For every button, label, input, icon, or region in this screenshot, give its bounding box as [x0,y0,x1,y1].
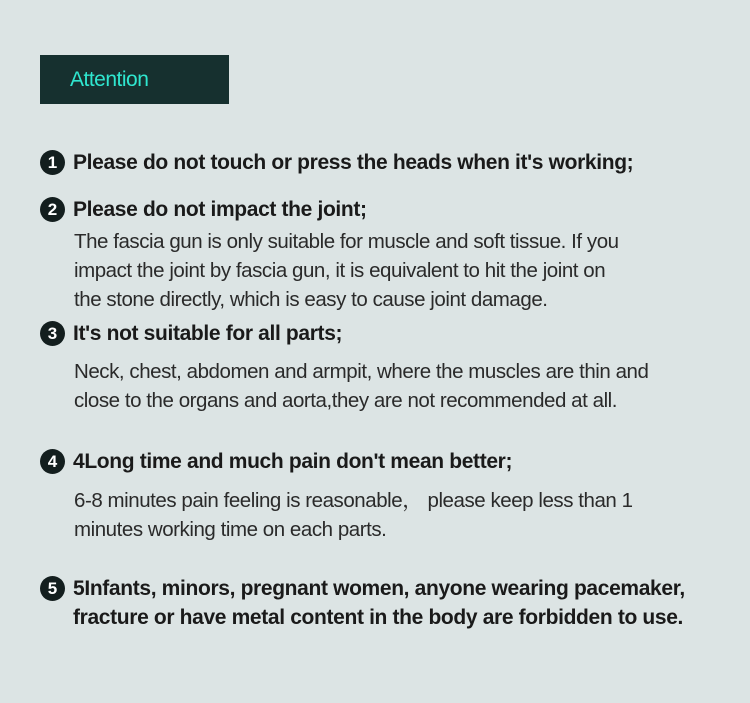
description-line: close to the organs and aorta,they are not recommended at all. [74,389,618,412]
attention-title: Attention [70,67,149,91]
attention-item-5 [40,574,740,632]
item-title: It's not suitable for all parts; [73,322,343,345]
title-line: fracture or have metal content in the body are forbidden to use. [73,606,684,629]
description-line: impact the joint by fascia gun, it is equivalent to hit the joint on [74,259,606,282]
number-badge-2: 2 [40,197,65,222]
item-title: 4Long time and much pain don't mean better; [73,450,513,473]
description-line: The fascia gun is only suitable for muscle and soft tissue. If you [74,230,619,253]
item-heading [40,447,740,476]
description-line: Neck, chest, abdomen and armpit, where the muscles are thin and [74,360,649,383]
description-line: 6-8 minutes pain feeling is reasonable， please keep less than 1 [74,489,633,512]
number-badge-1: 1 [40,150,65,175]
item-heading [40,148,740,177]
number-badge-5: 5 [40,576,65,601]
title-line: 5Infants, minors, pregnant women, anyone wearing pacemaker, [73,577,685,600]
attention-item-1 [40,148,740,177]
attention-header [40,55,229,104]
item-title [73,574,685,632]
attention-item-4 [40,447,740,544]
item-heading [40,319,740,348]
item-title: Please do not touch or press the heads when it's working; [73,151,634,174]
item-description [74,486,740,544]
item-title: Please do not impact the joint; [73,198,367,221]
attention-item-2 [40,195,740,314]
item-description [74,227,740,314]
item-heading [40,195,740,224]
description-line: minutes working time on each parts. [74,518,387,541]
description-line: the stone directly, which is easy to cause joint damage. [74,288,548,311]
item-description [74,357,740,415]
item-heading [40,574,740,632]
attention-item-3 [40,319,740,415]
number-badge-3: 3 [40,321,65,346]
number-badge-4: 4 [40,449,65,474]
